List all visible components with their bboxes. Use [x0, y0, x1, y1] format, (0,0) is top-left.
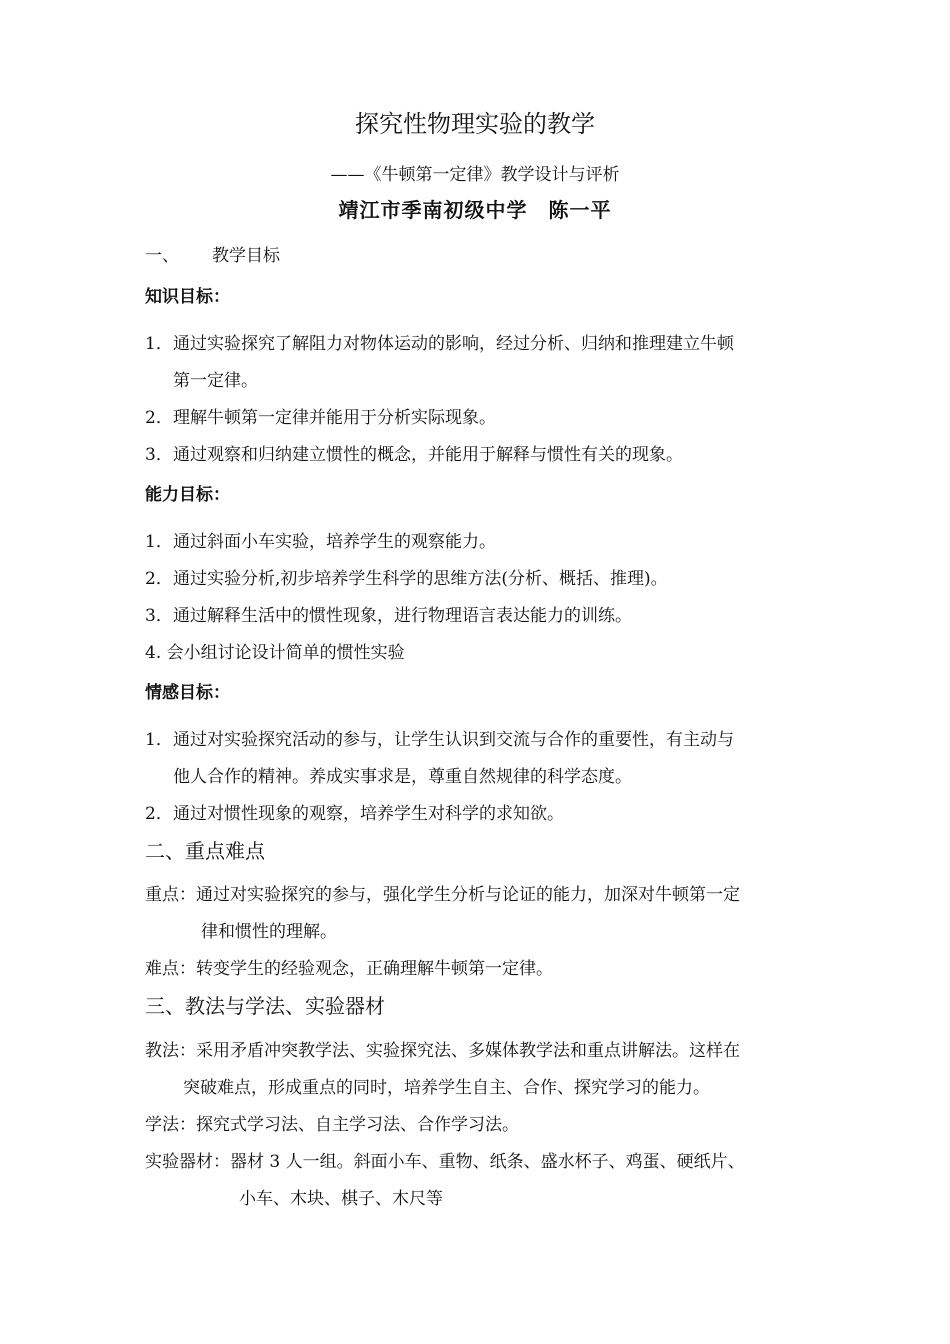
item-number: 3．: [145, 606, 173, 626]
doc-subtitle: ——《牛顿第一定律》教学设计与评析: [330, 165, 620, 185]
emotion-item-1: [145, 729, 734, 751]
teaching-method-cont: 突破难点，形成重点的同时，培养学生自主、合作、探究学习的能力。: [183, 1078, 710, 1098]
doc-title: 探究性物理实验的教学: [355, 110, 595, 138]
emotion-item-1-cont: 他人合作的精神。养成实事求是，尊重自然规律的科学态度。: [173, 767, 632, 787]
knowledge-goals-label: 知识目标：: [145, 287, 230, 307]
item-text: 理解牛顿第一定律并能用于分析实际现象。: [173, 408, 496, 428]
item-number: 2．: [145, 804, 173, 824]
knowledge-item-3: [145, 444, 683, 466]
doc-author: 靖江市季南初级中学 陈一平: [338, 198, 612, 222]
emotion-item-2: [145, 803, 564, 825]
key-point-cont: 律和惯性的理解。: [201, 922, 337, 942]
key-point: 重点：通过对实验探究的参与，强化学生分析与论证的能力，加深对牛顿第一定: [145, 885, 740, 905]
difficult-point: 难点：转变学生的经验观念，正确理解牛顿第一定律。: [145, 959, 553, 979]
ability-item-1: [145, 531, 496, 553]
section-1-number: 一、: [145, 246, 179, 266]
item-text: 通过对惯性现象的观察，培养学生对科学的求知欲。: [173, 804, 564, 824]
equipment-cont: 小车、木块、棋子、木尺等: [239, 1189, 443, 1209]
item-text: 通过斜面小车实验，培养学生的观察能力。: [173, 532, 496, 552]
item-text: 通过实验探究了解阻力对物体运动的影响，经过分析、归纳和推理建立牛顿: [173, 334, 734, 354]
emotion-goals-label: 情感目标：: [145, 683, 230, 703]
ability-item-3: [145, 605, 632, 627]
item-text: 通过解释生活中的惯性现象，进行物理语言表达能力的训练。: [173, 606, 632, 626]
teaching-method: 教法：采用矛盾冲突教学法、实验探究法、多媒体教学法和重点讲解法。这样在: [145, 1041, 740, 1061]
item-text: 通过对实验探究活动的参与，让学生认识到交流与合作的重要性，有主动与: [173, 730, 734, 750]
item-text: 通过实验分析,初步培养学生科学的思维方法(分析、概括、推理)。: [173, 569, 668, 589]
knowledge-item-2: [145, 407, 496, 429]
item-number: 1．: [145, 532, 173, 552]
learning-method: 学法：探究式学习法、自主学习法、合作学习法。: [145, 1115, 519, 1135]
knowledge-item-1-cont: 第一定律。: [173, 371, 258, 391]
item-number: 2．: [145, 569, 173, 589]
ability-item-4: 4. 会小组讨论设计简单的惯性实验: [145, 643, 405, 663]
knowledge-item-1: [145, 333, 734, 355]
item-text: 通过观察和归纳建立惯性的概念，并能用于解释与惯性有关的现象。: [173, 445, 683, 465]
item-number: 3．: [145, 445, 173, 465]
equipment: 实验器材：器材 3 人一组。斜面小车、重物、纸条、盛水杯子、鸡蛋、硬纸片、: [145, 1152, 745, 1172]
item-number: 1．: [145, 730, 173, 750]
ability-goals-label: 能力目标：: [145, 485, 230, 505]
ability-item-2: [145, 568, 668, 590]
item-number: 2．: [145, 408, 173, 428]
section-3-heading: 三、教法与学法、实验器材: [145, 994, 385, 1018]
section-2-heading: 二、重点难点: [145, 839, 265, 863]
item-number: 1．: [145, 334, 173, 354]
section-1-heading: 教学目标: [212, 246, 280, 266]
